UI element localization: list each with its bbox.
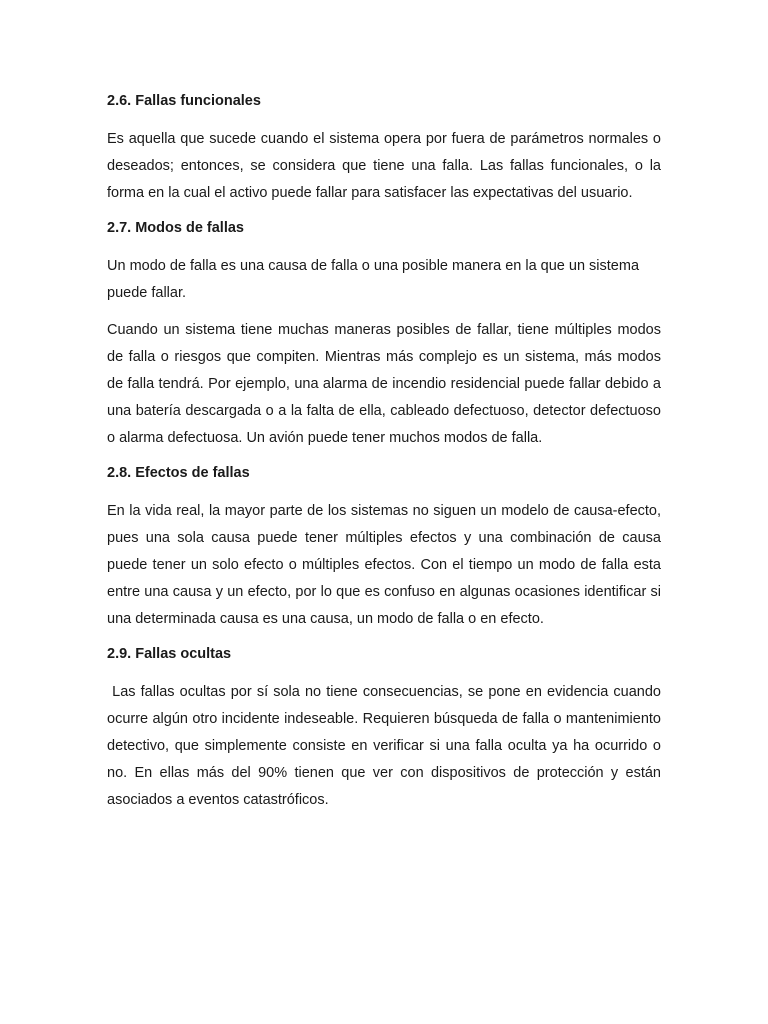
section-heading: 2.7. Modos de fallas	[107, 220, 244, 236]
section-heading: 2.9. Fallas ocultas	[107, 646, 232, 662]
section-efectos-de-fallas	[107, 462, 661, 633]
document-page	[107, 90, 666, 824]
paragraph: Un modo de falla es una causa de falla o una posible manera en la que un sistema puede fallar.	[107, 258, 640, 301]
section-fallas-funcionales	[107, 90, 661, 207]
paragraph: Cuando un sistema tiene muchas maneras posibles de fallar, tiene múltiples modos de falla o riesgos que compiten. Mientras más complejo es un sistema, más modos de falla tendrá. Por ejemplo, una alarma de incendio residencial puede fallar debido a una batería descargada o a la falta de ella, cableado defectuoso, detector defectuoso o alarma defectuosa. Un avión puede tener muchos modos de falla.	[107, 322, 661, 446]
section-modos-de-fallas	[107, 217, 661, 452]
paragraph: Es aquella que sucede cuando el sistema opera por fuera de parámetros normales o deseados; entonces, se considera que tiene una falla. Las fallas funcionales, o la forma en la cual el activo puede fallar para satisfacer las expectativas del usuario.	[107, 131, 661, 201]
section-heading: 2.6. Fallas funcionales	[107, 93, 261, 109]
section-fallas-ocultas	[107, 643, 666, 814]
paragraph: Las fallas ocultas por sí sola no tiene consecuencias, se pone en evidencia cuando ocurre algún otro incidente indeseable. Requieren búsqueda de falla o mantenimiento detectivo, que simplemente consiste en verificar si una falla oculta ya ha ocurrido o no. En ellas más del 90% tienen que ver con dispositivos de protección y están asociados a eventos catastróficos.	[107, 684, 666, 808]
section-heading: 2.8. Efectos de fallas	[107, 465, 250, 481]
paragraph: En la vida real, la mayor parte de los sistemas no siguen un modelo de causa-efecto, pues una sola causa puede tener múltiples efectos y una combinación de causa puede tener un solo efecto o múltiples efectos. Con el tiempo un modo de falla esta entre una causa y un efecto, por lo que es confuso en algunas ocasiones identificar si una determinada causa es una causa, un modo de falla o en efecto.	[107, 503, 661, 627]
